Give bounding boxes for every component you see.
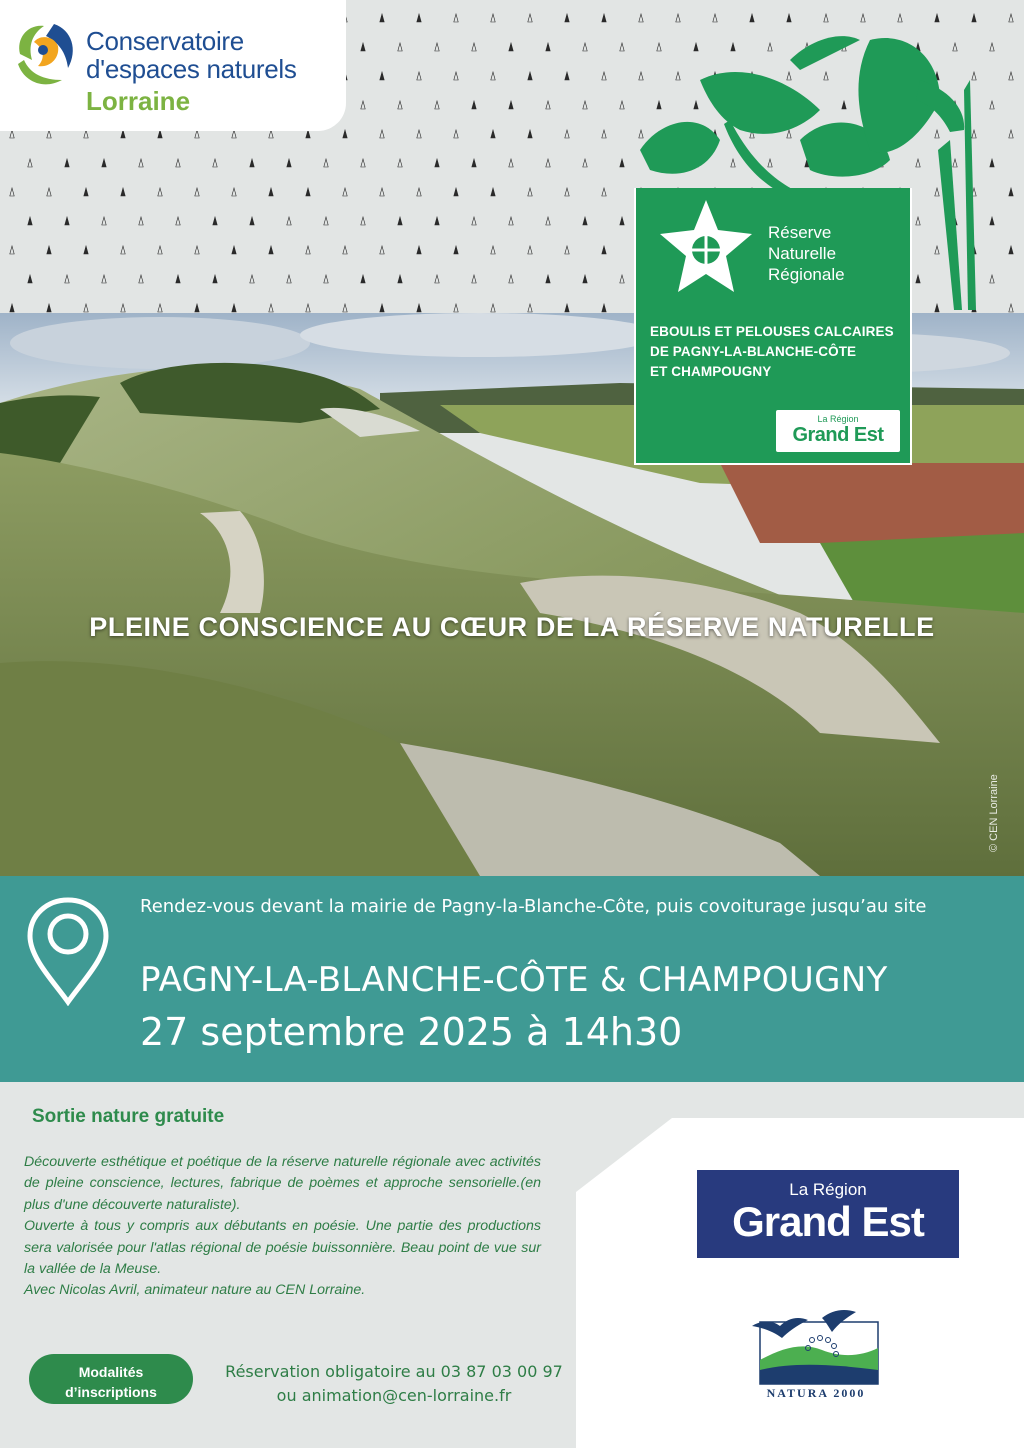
pattern-drop xyxy=(361,159,365,167)
event-description xyxy=(24,1152,541,1302)
pattern-drop xyxy=(472,159,476,167)
pattern-drop xyxy=(176,217,180,225)
pattern-drop xyxy=(454,72,458,80)
org-region: Lorraine xyxy=(86,86,191,116)
pattern-drop xyxy=(472,43,476,51)
pattern-drop xyxy=(287,275,291,283)
pattern-drop xyxy=(491,130,495,138)
grand-est-small-logo: La Région Grand Est xyxy=(776,410,900,452)
natura-emblem-icon xyxy=(752,1304,880,1386)
pattern-drop xyxy=(528,130,532,138)
pattern-drop xyxy=(583,217,587,225)
pattern-drop xyxy=(472,217,476,225)
pattern-drop xyxy=(324,217,328,225)
pattern-drop xyxy=(232,130,236,138)
pattern-drop xyxy=(546,275,550,283)
pattern-drop xyxy=(139,217,143,225)
pattern-drop xyxy=(602,72,606,80)
pattern-drop xyxy=(602,188,606,196)
reserve-star-icon xyxy=(656,196,756,308)
photo-credit: © CEN Lorraine xyxy=(988,774,1000,852)
pattern-drop xyxy=(509,101,513,109)
pattern-drop xyxy=(10,304,14,312)
pattern-drop xyxy=(1009,14,1013,22)
org-name-line1: Conservatoire xyxy=(86,26,244,56)
pattern-drop xyxy=(472,101,476,109)
description-paragraph: Ouverte à tous y compris aux débutants en poésie. Une partie des productions sera valorisée pour l'atlas régional de poésie buissonnière. Beau point de vue sur la vallée de la Meuse. xyxy=(24,1218,541,1278)
pattern-drop xyxy=(565,188,569,196)
pattern-drop xyxy=(195,188,199,196)
location-pin-icon xyxy=(24,896,112,1006)
pattern-drop xyxy=(454,304,458,312)
pattern-drop xyxy=(380,304,384,312)
meeting-point: Rendez-vous devant la mairie de Pagny-la-Blanche-Côte, puis covoiturage jusqu’au site xyxy=(140,896,927,917)
pattern-drop xyxy=(195,246,199,254)
pattern-drop xyxy=(28,159,32,167)
pattern-drop xyxy=(361,101,365,109)
pattern-drop xyxy=(139,275,143,283)
pattern-drop xyxy=(250,159,254,167)
pattern-drop xyxy=(102,159,106,167)
pattern-drop xyxy=(583,159,587,167)
pattern-drop xyxy=(269,188,273,196)
pattern-drop xyxy=(380,14,384,22)
pattern-drop xyxy=(417,14,421,22)
pattern-drop xyxy=(65,159,69,167)
pattern-drop xyxy=(176,159,180,167)
pattern-drop xyxy=(398,101,402,109)
pattern-drop xyxy=(65,275,69,283)
pattern-drop xyxy=(380,130,384,138)
pattern-drop xyxy=(472,275,476,283)
pattern-drop xyxy=(47,188,51,196)
cen-lorraine-logo[interactable] xyxy=(0,0,346,131)
pattern-drop xyxy=(583,101,587,109)
pattern-drop xyxy=(121,304,125,312)
pattern-drop xyxy=(491,304,495,312)
pattern-drop xyxy=(195,130,199,138)
pattern-drop xyxy=(1009,188,1013,196)
pattern-drop xyxy=(528,246,532,254)
pattern-drop xyxy=(102,275,106,283)
pattern-drop xyxy=(435,101,439,109)
pattern-drop xyxy=(213,275,217,283)
outing-type: Sortie nature gratuite xyxy=(32,1106,225,1127)
pattern-drop xyxy=(121,246,125,254)
pattern-drop xyxy=(417,72,421,80)
pattern-drop xyxy=(84,246,88,254)
pattern-drop xyxy=(84,188,88,196)
pattern-drop xyxy=(528,304,532,312)
pattern-drop xyxy=(417,246,421,254)
org-name-line2: d'espaces naturels xyxy=(86,54,297,84)
pattern-drop xyxy=(546,217,550,225)
pattern-drop xyxy=(398,43,402,51)
pattern-drop xyxy=(10,246,14,254)
pattern-drop xyxy=(565,14,569,22)
pattern-drop xyxy=(1009,130,1013,138)
pattern-drop xyxy=(250,275,254,283)
pattern-drop xyxy=(306,130,310,138)
pattern-drop xyxy=(565,246,569,254)
reservation-phone[interactable]: Réservation obligatoire au 03 87 03 00 97 xyxy=(225,1362,563,1381)
pattern-drop xyxy=(158,304,162,312)
pattern-drop xyxy=(565,130,569,138)
pattern-drop xyxy=(287,217,291,225)
pattern-drop xyxy=(528,188,532,196)
pattern-drop xyxy=(398,159,402,167)
pattern-drop xyxy=(435,159,439,167)
pattern-drop xyxy=(84,304,88,312)
pattern-drop xyxy=(435,275,439,283)
pattern-drop xyxy=(454,188,458,196)
pattern-drop xyxy=(47,246,51,254)
pattern-drop xyxy=(546,159,550,167)
registration-button[interactable] xyxy=(29,1354,193,1404)
pattern-drop xyxy=(232,246,236,254)
description-paragraph: Avec Nicolas Avril, animateur nature au CEN Lorraine. xyxy=(24,1282,366,1299)
pattern-drop xyxy=(361,43,365,51)
pattern-drop xyxy=(565,72,569,80)
pattern-drop xyxy=(158,246,162,254)
pattern-drop xyxy=(10,188,14,196)
reserve-name: EBOULIS ET PELOUSES CALCAIRES DE PAGNY-LA-BLANCHE-CÔTE ET CHAMPOUGNY xyxy=(650,324,894,379)
pattern-drop xyxy=(306,188,310,196)
pattern-drop xyxy=(454,130,458,138)
pattern-drop xyxy=(195,304,199,312)
pattern-drop xyxy=(417,304,421,312)
reservation-email[interactable]: ou animation@cen-lorraine.fr xyxy=(276,1386,512,1405)
pattern-drop xyxy=(435,43,439,51)
pattern-drop xyxy=(361,275,365,283)
description-paragraph: Découverte esthétique et poétique de la réserve naturelle régionale avec activités de pleine conscience, lectures, fabrique de poèmes et approche sensorielle.(en plus d'une découverte naturaliste). xyxy=(24,1154,541,1213)
event-info-band xyxy=(0,876,1024,1082)
pattern-drop xyxy=(491,14,495,22)
pattern-drop xyxy=(417,188,421,196)
pattern-drop xyxy=(343,130,347,138)
pattern-drop xyxy=(602,304,606,312)
natura-2000-logo[interactable] xyxy=(752,1304,882,1410)
pattern-drop xyxy=(491,188,495,196)
pattern-drop xyxy=(528,72,532,80)
pattern-drop xyxy=(213,159,217,167)
natura-label: NATURA 2000 xyxy=(766,1386,866,1400)
pattern-drop xyxy=(602,246,606,254)
pattern-drop xyxy=(454,246,458,254)
registration-button-line1: Modalités xyxy=(78,1363,144,1380)
pattern-drop xyxy=(583,275,587,283)
pattern-drop xyxy=(509,275,513,283)
registration-button-line2: d’inscriptions xyxy=(65,1383,157,1400)
pattern-drop xyxy=(176,275,180,283)
pattern-drop xyxy=(65,217,69,225)
pattern-drop xyxy=(546,101,550,109)
event-title: PLEINE CONSCIENCE AU CŒUR DE LA RÉSERVE NATURELLE xyxy=(89,612,935,642)
pattern-drop xyxy=(417,130,421,138)
pattern-drop xyxy=(509,43,513,51)
grand-est-logo[interactable]: La Région Grand Est xyxy=(697,1170,959,1258)
details-section xyxy=(0,1082,1024,1448)
pattern-drop xyxy=(380,188,384,196)
pattern-drop xyxy=(269,246,273,254)
pattern-drop xyxy=(232,304,236,312)
pattern-drop xyxy=(1009,246,1013,254)
pattern-drop xyxy=(10,130,14,138)
pattern-drop xyxy=(213,217,217,225)
pattern-drop xyxy=(435,217,439,225)
pattern-drop xyxy=(528,14,532,22)
pattern-drop xyxy=(343,304,347,312)
pattern-drop xyxy=(158,188,162,196)
pattern-drop xyxy=(602,14,606,22)
pattern-drop xyxy=(287,159,291,167)
pattern-drop xyxy=(491,72,495,80)
pattern-drop xyxy=(269,304,273,312)
pattern-drop xyxy=(509,159,513,167)
pattern-drop xyxy=(158,130,162,138)
pattern-drop xyxy=(546,43,550,51)
pattern-drop xyxy=(306,304,310,312)
pattern-drop xyxy=(28,275,32,283)
pattern-drop xyxy=(565,304,569,312)
pattern-drop xyxy=(47,304,51,312)
pattern-drop xyxy=(269,130,273,138)
pattern-drop xyxy=(380,72,384,80)
reserve-label: Réserve Naturelle Régionale xyxy=(768,223,845,284)
pattern-drop xyxy=(84,130,88,138)
pattern-drop xyxy=(139,159,143,167)
pattern-drop xyxy=(454,14,458,22)
pattern-drop xyxy=(232,188,236,196)
cen-emblem-icon xyxy=(14,20,78,92)
pattern-drop xyxy=(602,130,606,138)
reserve-badge xyxy=(634,188,912,465)
pattern-drop xyxy=(509,217,513,225)
pattern-drop xyxy=(324,159,328,167)
pattern-drop xyxy=(306,246,310,254)
pattern-drop xyxy=(250,217,254,225)
pattern-drop xyxy=(121,130,125,138)
pattern-drop xyxy=(343,246,347,254)
pattern-drop xyxy=(491,246,495,254)
reservation-info xyxy=(206,1360,582,1408)
pattern-drop xyxy=(324,275,328,283)
pattern-drop xyxy=(361,217,365,225)
event-datetime: 27 septembre 2025 à 14h30 xyxy=(140,1010,683,1054)
pattern-drop xyxy=(102,217,106,225)
pattern-drop xyxy=(121,188,125,196)
pattern-drop xyxy=(47,130,51,138)
event-location: PAGNY-LA-BLANCHE-CÔTE & CHAMPOUGNY xyxy=(140,960,888,1000)
pattern-drop xyxy=(380,246,384,254)
pattern-drop xyxy=(583,43,587,51)
pattern-drop xyxy=(28,217,32,225)
pattern-drop xyxy=(1009,72,1013,80)
pattern-drop xyxy=(398,275,402,283)
pattern-drop xyxy=(398,217,402,225)
pattern-drop xyxy=(343,188,347,196)
pattern-drop xyxy=(1009,304,1013,312)
